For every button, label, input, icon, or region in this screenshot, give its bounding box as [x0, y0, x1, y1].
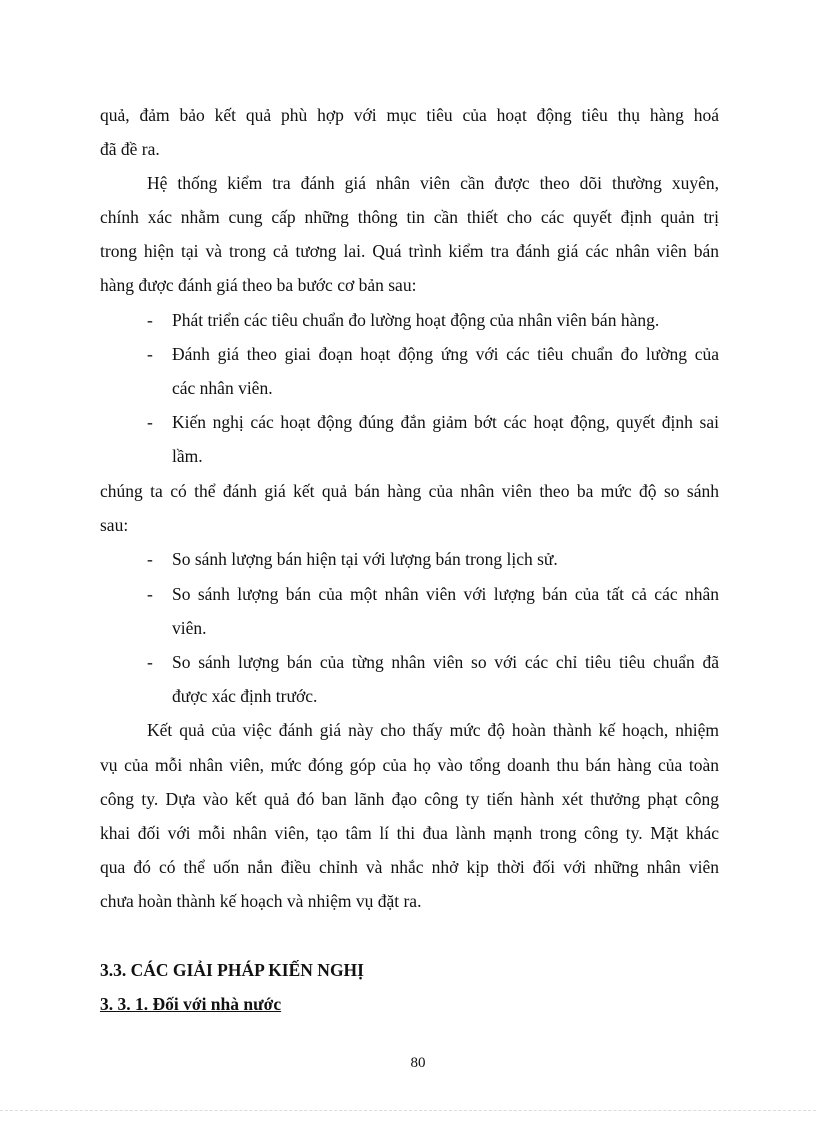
- paragraph-line: quả, đảm bảo kết quả phù hợp với mục tiêu của hoạt động tiêu thụ hàng hoá: [100, 105, 719, 125]
- paragraph-line: chính xác nhằm cung cấp những thông tin cần thiết cho các quyết định quản trị: [100, 207, 719, 227]
- bullet-item-continued: lầm.: [172, 446, 203, 466]
- paragraph-line: qua đó có thể uốn nắn điều chỉnh và nhắc nhở kịp thời đối với những nhân viên: [100, 857, 719, 877]
- bullet-item: Kiến nghị các hoạt động đúng đắn giảm bớt các hoạt động, quyết định sai: [172, 412, 719, 432]
- paragraph-line: chúng ta có thể đánh giá kết quả bán hàng của nhân viên theo ba mức độ so sánh: [100, 481, 719, 501]
- paragraph-line: khai đối với mỗi nhân viên, tạo tâm lí thi đua lành mạnh trong công ty. Mặt khác: [100, 823, 719, 843]
- section-heading: 3.3. CÁC GIẢI PHÁP KIẾN NGHỊ: [100, 960, 364, 980]
- bullet-item-continued: được xác định trước.: [172, 686, 318, 706]
- paragraph-line: vụ của mỗi nhân viên, mức đóng góp của họ vào tổng doanh thu bán hàng của toàn: [100, 755, 719, 775]
- bullet-dash: -: [147, 310, 153, 330]
- bullet-item-continued: các nhân viên.: [172, 378, 273, 398]
- paragraph-line: công ty. Dựa vào kết quả đó ban lãnh đạo công ty tiến hành xét thưởng phạt công: [100, 789, 719, 809]
- bullet-dash: -: [147, 412, 153, 432]
- paragraph-line: trong hiện tại và trong cả tương lai. Quá trình kiểm tra đánh giá các nhân viên bán: [100, 241, 719, 261]
- bullet-item: So sánh lượng bán của từng nhân viên so với các chỉ tiêu tiêu chuẩn đã: [172, 652, 719, 672]
- paragraph-line: hàng được đánh giá theo ba bước cơ bản sau:: [100, 275, 417, 295]
- bullet-item-continued: viên.: [172, 618, 207, 638]
- bullet-item: Phát triển các tiêu chuẩn đo lường hoạt động của nhân viên bán hàng.: [172, 310, 660, 330]
- bullet-item: So sánh lượng bán hiện tại với lượng bán trong lịch sử.: [172, 549, 558, 569]
- paragraph-line: đã đề ra.: [100, 139, 160, 159]
- bullet-dash: -: [147, 344, 153, 364]
- bullet-dash: -: [147, 652, 153, 672]
- bullet-item: So sánh lượng bán của một nhân viên với lượng bán của tất cả các nhân: [172, 584, 719, 604]
- bullet-item: Đánh giá theo giai đoạn hoạt động ứng với các tiêu chuẩn đo lường của: [172, 344, 719, 364]
- paragraph-line: sau:: [100, 515, 129, 535]
- page-bottom-border: [0, 1110, 816, 1111]
- bullet-dash: -: [147, 549, 153, 569]
- subsection-heading: 3. 3. 1. Đối với nhà nước: [100, 994, 282, 1014]
- paragraph-line: chưa hoàn thành kế hoạch và nhiệm vụ đặt ra.: [100, 891, 422, 911]
- page-number: 80: [410, 1055, 426, 1071]
- paragraph-line: Hệ thống kiểm tra đánh giá nhân viên cần được theo dõi thường xuyên,: [147, 173, 719, 193]
- bullet-dash: -: [147, 584, 153, 604]
- paragraph-line: Kết quả của việc đánh giá này cho thấy mức độ hoàn thành kế hoạch, nhiệm: [147, 720, 719, 740]
